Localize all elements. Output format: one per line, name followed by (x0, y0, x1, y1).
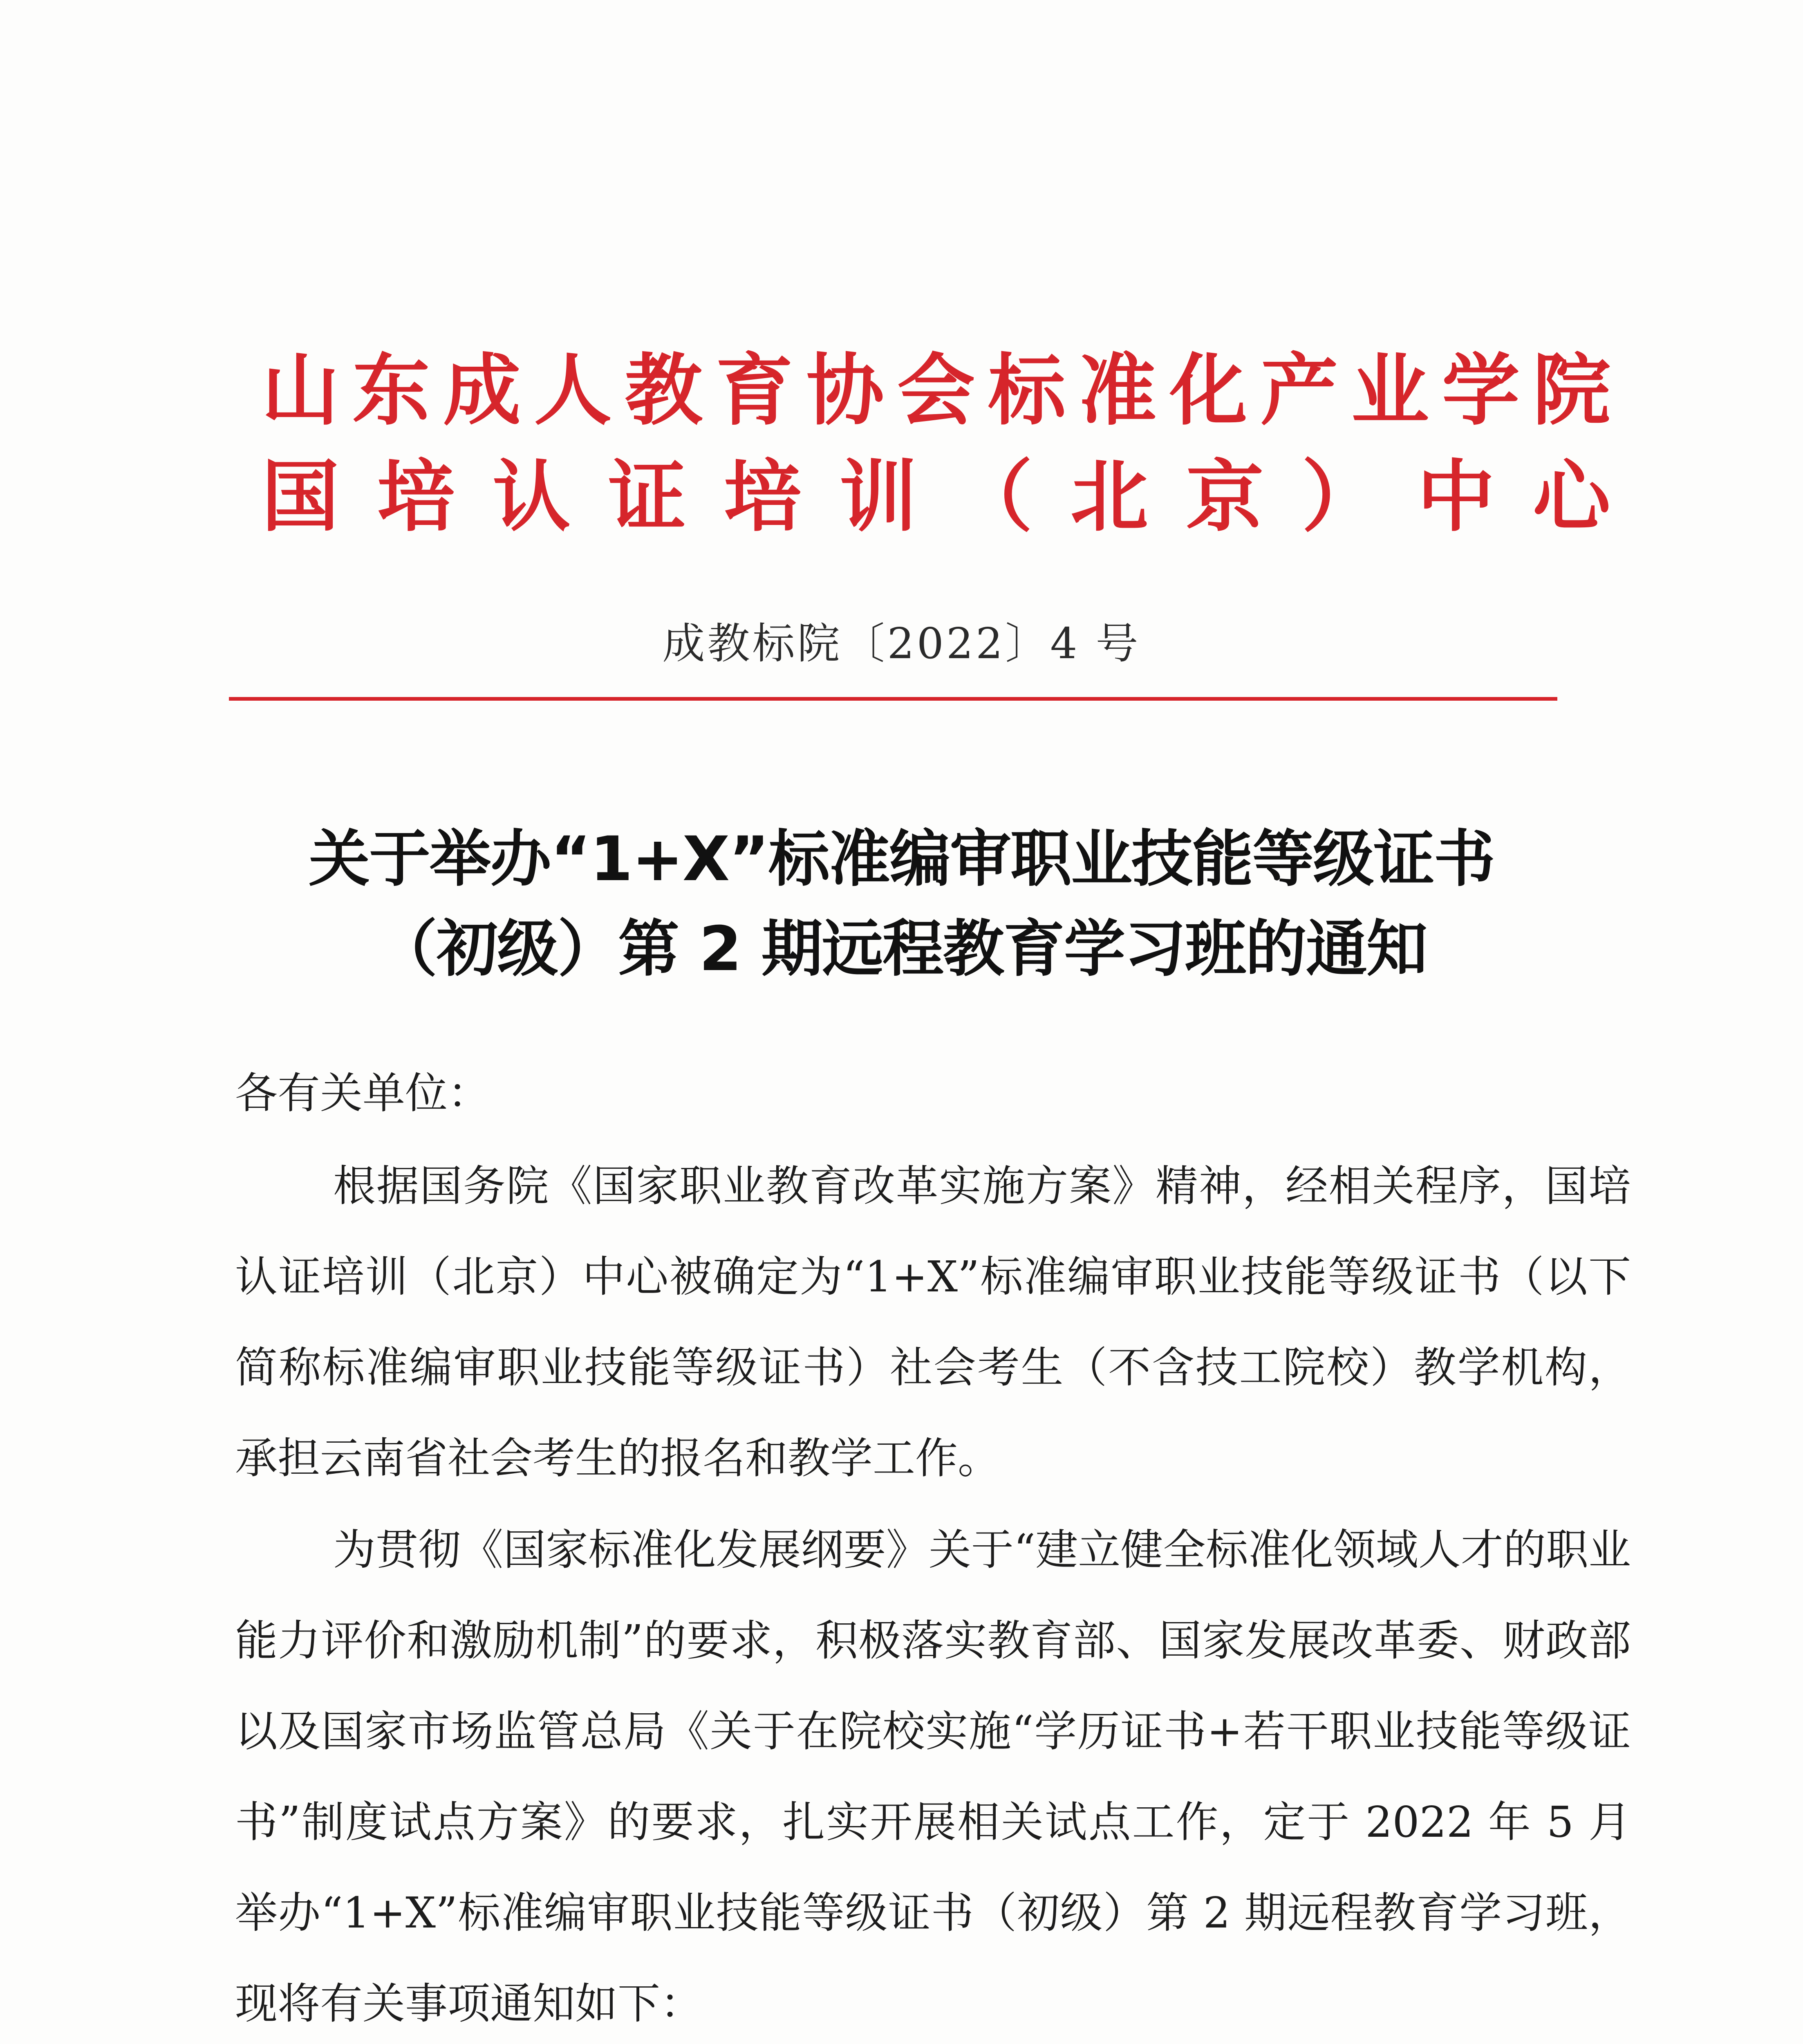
notice-title-line-2: （初级）第 2 期远程教育学习班的通知 (376, 914, 1427, 985)
paragraph-text: 根据国务院《国家职业教育改革实施方案》精神，经相关程序，国培认证培训（北京）中心被确定为“1+X”标准编审职业技能等级证书（以下简称标准编审职业技能等级证书）社会考生（不含技工院校）教学机构，承担云南省社会考生的报名和教学工作。 (235, 1161, 1631, 1483)
header-char: 培 (377, 451, 455, 542)
header-char: 认 (493, 451, 571, 542)
header-char: 人 (534, 345, 612, 436)
paragraph-text: 为贯彻《国家标准化发展纲要》关于“建立健全标准化领域人才的职业能力评价和激励机制”的要求，积极落实教育部、国家发展改革委、财政部以及国家市场监管总局《关于在院校实施“学历证书+若干职业技能等级证书”制度试点方案》的要求，扎实开展相关试点工作，定于 2022 年 5 月举办“1+X”标准编审职业技能等级证书（初级）第 2 期远程教育学习班，现将有关事项通知如下： (235, 1525, 1631, 2028)
header-char: 业 (1351, 345, 1429, 436)
header-char: 化 (1169, 345, 1248, 436)
header-char: 北 (1071, 451, 1149, 542)
body-paragraph-1 (235, 1141, 1631, 1504)
header-char: 东 (352, 345, 430, 436)
header-char: 证 (608, 451, 686, 542)
red-divider-line (229, 697, 1557, 701)
header-char: 京 (1186, 451, 1264, 542)
header-char: 山 (262, 345, 340, 436)
issuer-header-line-1 (262, 345, 1610, 436)
header-char: 协 (806, 345, 884, 436)
body-paragraph-2 (235, 1504, 1631, 2044)
header-char: 培 (723, 451, 802, 542)
header-char: ） (1301, 451, 1380, 542)
header-char: 中 (1417, 451, 1495, 542)
header-char: 育 (715, 345, 793, 436)
salutation: 各有关单位： (235, 1068, 491, 1118)
header-char: 国 (262, 451, 340, 542)
header-char: 训 (839, 451, 917, 542)
header-char: 心 (1532, 451, 1610, 542)
notice-title-line-1: 关于举办“1+X”标准编审职业技能等级证书 (309, 824, 1494, 895)
header-char: 学 (1442, 345, 1520, 436)
header-char: 标 (988, 345, 1066, 436)
header-char: 成 (443, 345, 521, 436)
header-char: 教 (625, 345, 703, 436)
issuer-header-line-2 (262, 451, 1610, 542)
header-char: 会 (897, 345, 975, 436)
header-char: 准 (1079, 345, 1157, 436)
document-number: 成教标院〔2022〕4 号 (662, 619, 1141, 668)
header-char: （ (955, 451, 1033, 542)
header-char: 院 (1532, 345, 1610, 436)
header-char: 产 (1260, 345, 1338, 436)
